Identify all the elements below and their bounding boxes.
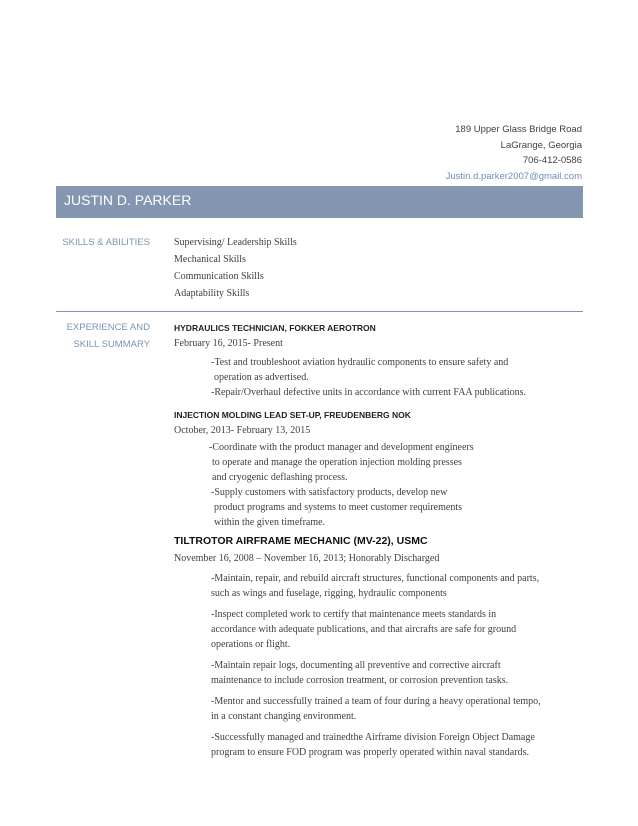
job-bullet <box>211 607 584 652</box>
contact-info <box>446 122 582 184</box>
job-bullet-line: program to ensure FOD program was properly operated within naval standards. <box>211 747 529 758</box>
job-bullet-line: -Mentor and successfully trained a team of four during a heavy operational tempo, <box>211 696 541 707</box>
job-title: HYDRAULICS TECHNICIAN, FOKKER AEROTRON <box>174 323 376 333</box>
job-bullet-line: within the given timeframe. <box>214 517 326 528</box>
skills-list <box>174 234 584 302</box>
contact-email: Justin.d.parker2007@gmail.com <box>445 170 582 182</box>
contact-street: 189 Upper Glass Bridge Road <box>455 124 582 135</box>
job-bullet <box>211 658 584 688</box>
job-dates: November 16, 2008 – November 16, 2013; Honorably Discharged <box>174 553 440 564</box>
job-bullet <box>211 571 584 601</box>
job-bullet-line: in a constant changing environment. <box>211 711 357 722</box>
section-divider <box>56 311 583 312</box>
job-bullet-line: -Maintain, repair, and rebuild aircraft structures, functional components and parts, <box>211 573 540 584</box>
job-bullet-line: and cryogenic deflashing process. <box>212 472 348 483</box>
job-bullet-line: -Inspect completed work to certify that maintenance meets standards in <box>211 609 497 620</box>
job-bullet-line: -Supply customers with satisfactory products, develop new <box>211 487 448 498</box>
job-bullet-line: -Successfully managed and trainedthe Airframe division Foreign Object Damage <box>211 732 535 743</box>
person-name: JUSTIN D. PARKER <box>64 192 192 208</box>
job-bullet-line: accordance with adequate publications, and that aircrafts are safe for ground <box>211 624 517 635</box>
skill-item: Communication Skills <box>174 271 264 282</box>
job-bullet-line: -Coordinate with the product manager and development engineers <box>209 442 474 453</box>
skill-item: Supervising/ Leadership Skills <box>174 237 297 248</box>
job-title: TILTROTOR AIRFRAME MECHANIC (MV-22), USMC <box>174 535 428 547</box>
job-entry <box>174 320 584 400</box>
job-bullet-line: such as wings and fuselage, rigging, hydraulic components <box>211 588 447 599</box>
job-bullet-line: operations or flight. <box>211 639 291 650</box>
job-bullet-line: maintenance to include corrosion treatment, or corrosion prevention tasks. <box>211 675 509 686</box>
job-bullet-line: product programs and systems to meet customer requirements <box>214 502 462 513</box>
experience-section-label <box>67 319 150 353</box>
job-entry <box>174 407 584 530</box>
job-bullet <box>211 730 584 760</box>
job-bullet-line: operation as advertised. <box>214 372 309 383</box>
job-bullet-line: to operate and manage the operation injection molding presses <box>212 457 462 468</box>
job-bullet-line: -Test and troubleshoot aviation hydraulic components to ensure safety and <box>211 357 509 368</box>
job-bullet <box>211 694 584 724</box>
experience-label-line2: SKILL SUMMARY <box>73 339 150 350</box>
contact-phone: 706-412-0586 <box>522 155 582 166</box>
skills-section-label: SKILLS & ABILITIES <box>62 237 150 248</box>
job-dates: October, 2013- February 13, 2015 <box>174 425 311 436</box>
job-title: INJECTION MOLDING LEAD SET-UP, FREUDENBERG NOK <box>174 410 411 420</box>
contact-city: LaGrange, Georgia <box>500 139 582 151</box>
job-bullet-line: -Repair/Overhaul defective units in accordance with current FAA publications. <box>211 387 526 398</box>
skill-item: Mechanical Skills <box>174 254 246 265</box>
job-entry <box>174 533 584 760</box>
experience-label-line1: EXPERIENCE AND <box>66 322 150 333</box>
job-bullet-line: -Maintain repair logs, documenting all preventive and corrective aircraft <box>211 660 501 671</box>
skill-item: Adaptability Skills <box>174 288 250 299</box>
job-dates: February 16, 2015- Present <box>174 338 283 349</box>
name-banner <box>56 186 583 218</box>
